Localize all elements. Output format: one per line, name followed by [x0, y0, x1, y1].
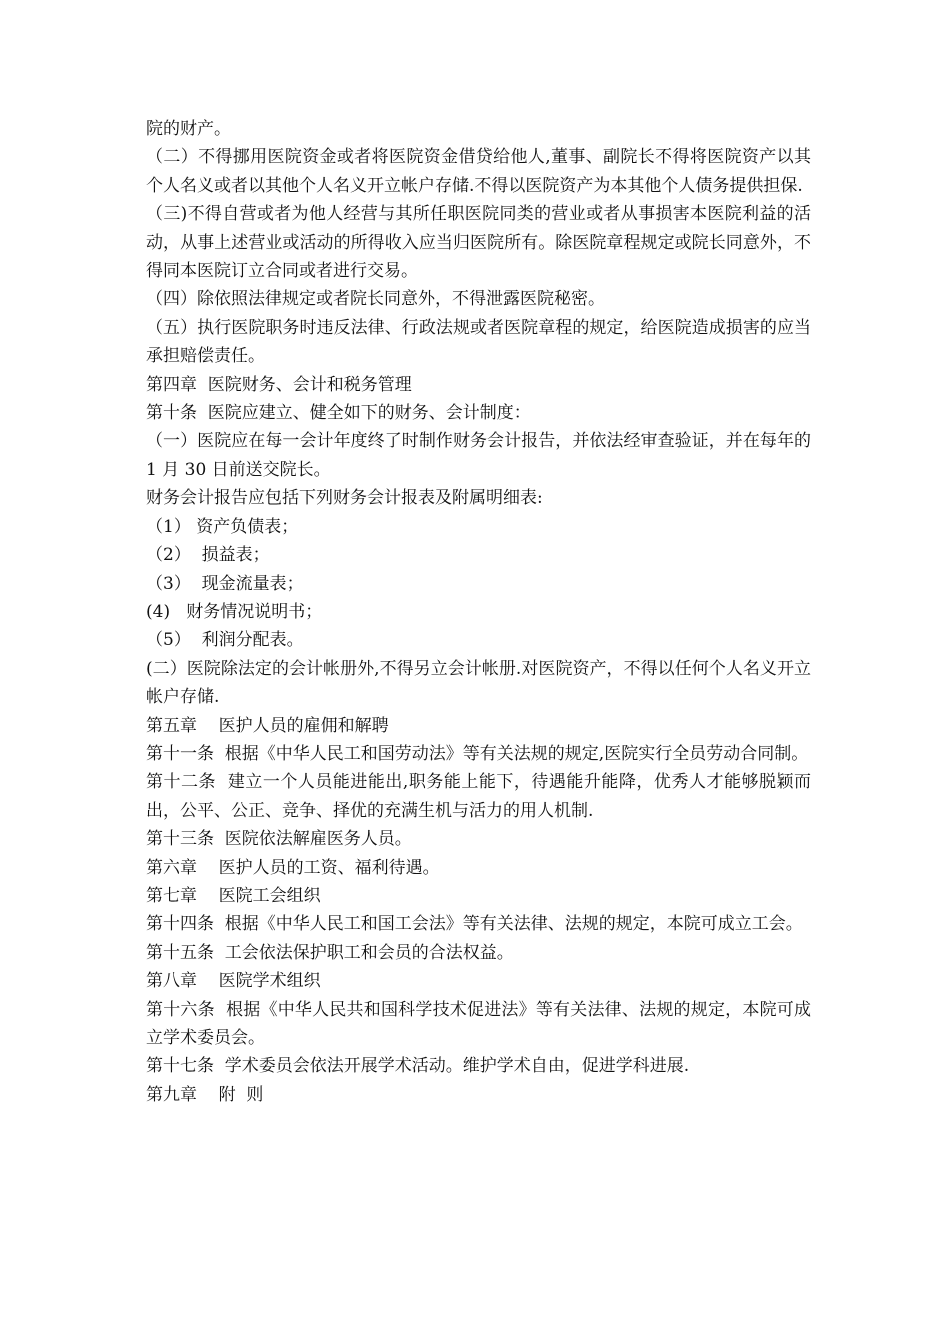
- list-item-balance-sheet: （1） 资产负债表；: [146, 516, 299, 537]
- chapter-9-heading: 第九章 附 则: [146, 1084, 264, 1105]
- article-14: 第十四条 根据《中华人民工和国工会法》等有关法律、法规的规定，本院可成立工会。: [146, 914, 803, 935]
- list-item-cash-flow: （3） 现金流量表；: [146, 573, 304, 594]
- paragraph-accounting-books: (二）医院除法定的会计帐册外,不得另立会计帐册.对医院资产，不得以任何个人名义开立帐户存储.: [146, 658, 811, 708]
- article-11: 第十一条 根据《中华人民工和国劳动法》等有关法规的规定,医院实行全员劳动合同制。: [146, 743, 809, 764]
- chapter-7-heading: 第七章 医院工会组织: [146, 885, 321, 906]
- paragraph-item-3-competition: （三)不得自营或者为他人经营与其所任职医院同类的营业或者从事损害本医院利益的活动，从事上述营业或活动的所得收入应当归医院所有。除医院章程规定或院长同意外，不得同本医院订立合同或者进行交易。: [146, 204, 811, 282]
- paragraph-property-end: 院的财产。: [146, 119, 231, 139]
- paragraph-financial-report: （一）医院应在每一会计年度终了时制作财务会计报告，并依法经审查验证，并在每年的 1 月 30 日前送交院长。: [146, 431, 817, 480]
- paragraph-item-4-secrets: （四）除依照法律规定或者院长同意外，不得泄露医院秘密。: [146, 289, 605, 310]
- chapter-4-heading: 第四章 医院财务、会计和税务管理: [146, 374, 412, 395]
- list-item-profit-distribution: （5） 利润分配表。: [146, 630, 304, 651]
- chapter-8-heading: 第八章 医院学术组织: [146, 971, 321, 992]
- article-10: 第十条 医院应建立、健全如下的财务、会计制度：: [146, 403, 531, 424]
- paragraph-item-5-liability: （五）执行医院职务时违反法律、行政法规或者医院章程的规定，给医院造成损害的应当承担赔偿责任。: [146, 317, 811, 367]
- article-13: 第十三条 医院依法解雇医务人员。: [146, 829, 412, 850]
- chapter-6-heading: 第六章 医护人员的工资、福利待遇。: [146, 857, 440, 878]
- list-item-income-statement: （2） 损益表；: [146, 545, 270, 566]
- chapter-5-heading: 第五章 医护人员的雇佣和解聘: [146, 715, 389, 736]
- document-page: [146, 115, 817, 1109]
- article-15: 第十五条 工会依法保护职工和会员的合法权益。: [146, 942, 514, 963]
- article-16: 第十六条 根据《中华人民共和国科学技术促进法》等有关法律、法规的规定，本院可成立学术委员会。: [146, 999, 811, 1048]
- article-12: 第十二条 建立一个人员能进能出,职务能上能下，待遇能升能降，优秀人才能够脱颖而出，公平、公正、竞争、择优的充满生机与活力的用人机制.: [146, 772, 811, 821]
- paragraph-item-2-funds: （二）不得挪用医院资金或者将医院资金借贷给他人,董事、副院长不得将医院资产以其个人名义或者以其他个人名义开立帐户存储.不得以医院资产为本其他个人债务提供担保.: [146, 147, 811, 196]
- paragraph-report-contents: 财务会计报告应包括下列财务会计报表及附属明细表:: [146, 488, 543, 509]
- article-17: 第十七条 学术委员会依法开展学术活动。维护学术自由，促进学科进展.: [146, 1056, 690, 1077]
- list-item-financial-notes: (4) 财务情况说明书；: [146, 601, 323, 622]
